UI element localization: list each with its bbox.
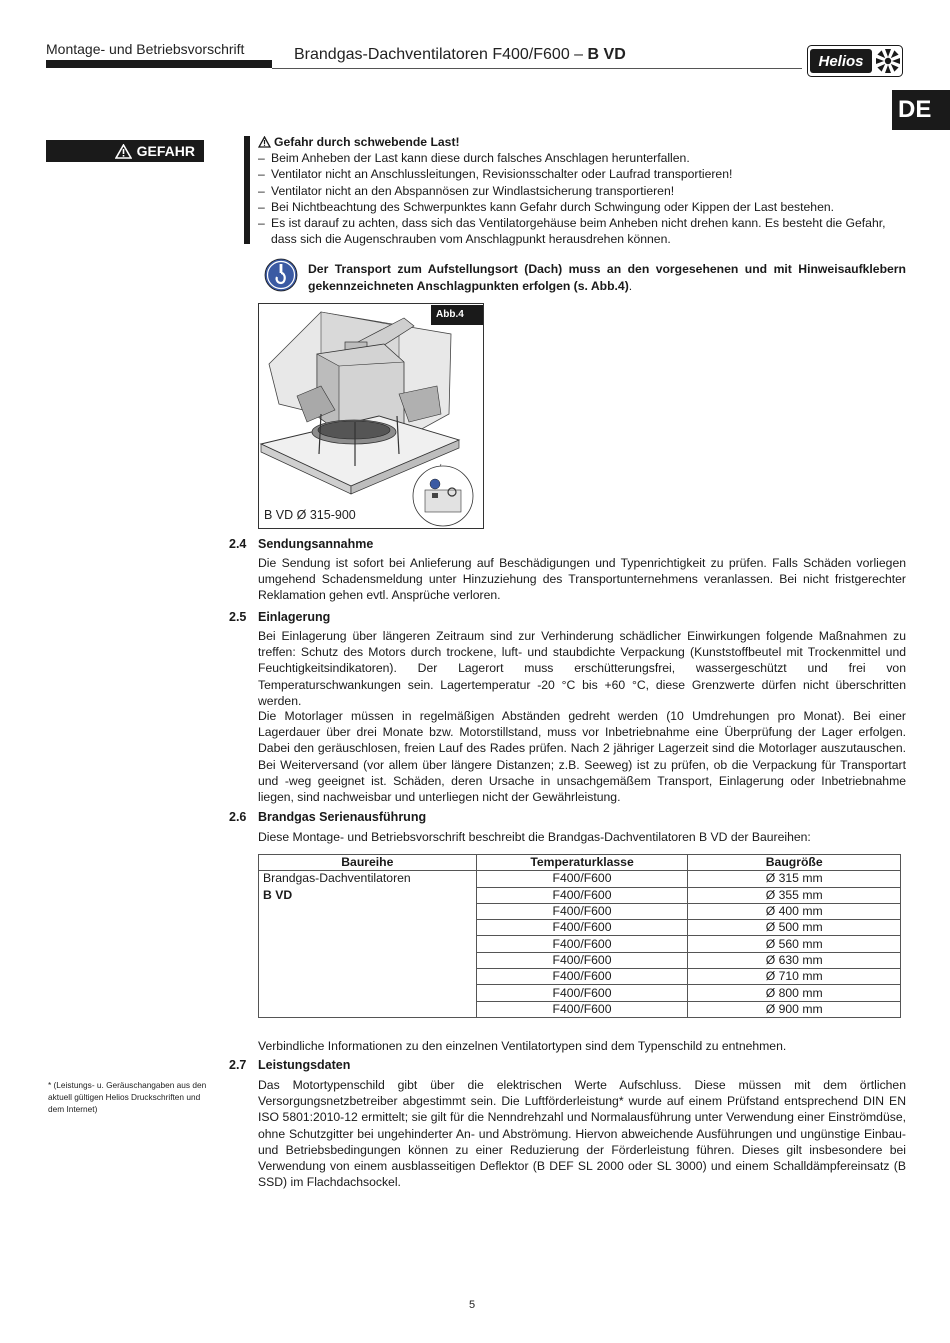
section-text: Die Sendung ist sofort bei Anlieferung auf Beschädigungen und Typenrichtigkeit zu prüfen. Falls Schäden vorliegen umgehend Schadensmeldung unter Hinzuziehung des Transportunternehmens veranlassen. Bei nicht fristgerechter Reklamation gehen evtl. Ansprüche verloren.: [258, 556, 906, 603]
series-table: [258, 854, 901, 1018]
section-title: Sendungsannahme: [258, 537, 374, 551]
lifting-hook-icon: [264, 258, 298, 292]
fan-illustration: [259, 304, 484, 529]
table-row: [259, 871, 901, 887]
table-cell: Ø 710 mm: [688, 969, 901, 985]
table-cell: F400/F600: [476, 969, 688, 985]
table-cell: Ø 400 mm: [688, 903, 901, 919]
table-cell: F400/F600: [476, 1001, 688, 1017]
transport-note-end: .: [628, 278, 633, 293]
table-cell: Ø 355 mm: [688, 887, 901, 903]
section-number: 2.7: [229, 1058, 247, 1072]
column-header: Baureihe: [259, 855, 477, 871]
page-number: 5: [469, 1299, 476, 1311]
warning-triangle-icon: [258, 136, 271, 148]
series-cell: [259, 871, 477, 1018]
table-cell: Ø 315 mm: [688, 871, 901, 887]
table-cell: F400/F600: [476, 887, 688, 903]
document-title: [294, 46, 626, 64]
column-header: Temperaturklasse: [476, 855, 688, 871]
section-number: 2.4: [229, 537, 247, 551]
table-cell: F400/F600: [476, 920, 688, 936]
transport-note: [308, 261, 906, 294]
warning-bar: [244, 136, 250, 244]
helios-logo: [807, 45, 903, 77]
language-tab: DE: [892, 90, 950, 130]
section-text: Bei Einlagerung über längeren Zeitraum sind zur Verhinderung schädlicher Einwirkungen folgende Maßnahmen zu treffen: Schutz des Motors durch trockene, luft- und staubdichte Verpackung (Kunststoffbeutel mit Trockenmittel und Feuchtigkeitsindikatoren). Der Lagerort muss erschütterungsfrei, wassergeschützt und frei von Temperaturschwankungen sein. Lagertemperatur -20 °C bis +60 °C, diese Grenzwerte dürfen nicht überschritten werden.: [258, 629, 906, 708]
series-name: Brandgas-Dachventilatoren: [263, 871, 411, 886]
section-title: Leistungsdaten: [258, 1058, 351, 1072]
danger-label-text: GEFAHR: [136, 143, 195, 159]
document-type: Montage- und Betriebsvorschrift: [46, 41, 245, 57]
header-rule: [272, 68, 802, 69]
table-cell: Ø 630 mm: [688, 952, 901, 968]
title-main: Brandgas-Dachventilatoren F400/F600 –: [294, 46, 588, 63]
table-cell: F400/F600: [476, 952, 688, 968]
danger-list: [258, 150, 908, 247]
series-model: B VD: [263, 888, 293, 903]
section-text: Das Motortypenschild gibt über die elektrischen Werte Aufschluss. Diese müssen mit dem örtlichen Versorgungsnetzbetreiber abgestimmt sein. Die Luftförderleistung* wurde auf einem Prüfstand entsprechend DIN EN ISO 5801:2010-12 ermittelt; sie gilt für die Nenndrehzahl und Normalausführung unter Verwendung einer Einströmdüse, ohne Schutzgitter bei ungehinderter An- und Abströmung. Hiervon abweichende Ausführungen und ungünstige Einbau- und Betriebsbedingungen können zu einer Reduzierung der Förderleistung führen. Dieses gilt insbesondere bei Verwendung von einem ausblasseitigen Deflektor (B DEF SL 2000 oder SL 3000) und einem Schalldämpfereinsatz (B SSD) im Flachdachsockel.: [258, 1078, 906, 1190]
danger-item: – Ventilator nicht an den Abspannösen zur Windlastsicherung transportieren!: [258, 183, 908, 199]
header-bar: [46, 60, 272, 68]
table-cell: F400/F600: [476, 903, 688, 919]
warning-triangle-icon: [115, 144, 132, 159]
table-cell: Ø 800 mm: [688, 985, 901, 1001]
transport-note-text: Der Transport zum Aufstellungsort (Dach) muss an den vorgesehenen und mit Hinweisaufklebern gekennzeichneten Anschlagpunkten erfolgen (s. Abb.4): [308, 262, 906, 293]
table-cell: F400/F600: [476, 871, 688, 887]
danger-label: [46, 140, 204, 162]
table-cell: F400/F600: [476, 936, 688, 952]
footnote: * (Leistungs- u. Geräuschangaben aus den aktuell gültigen Helios Druckschriften und dem Internet): [48, 1080, 207, 1114]
section-text: Diese Montage- und Betriebsvorschrift beschreibt die Brandgas-Dachventilatoren B VD der Baureihen:: [258, 830, 811, 844]
column-header: Baugröße: [688, 855, 901, 871]
title-model: B VD: [587, 46, 626, 63]
section-text: Verbindliche Informationen zu den einzelnen Ventilatortypen sind dem Typenschild zu entnehmen.: [258, 1039, 787, 1053]
section-number: 2.5: [229, 610, 247, 624]
section-text: Die Motorlager müssen in regelmäßigen Abständen gedreht werden (10 Umdrehungen pro Monat). Bei einer Lagerdauer über drei Monate bzw. Motorstillstand, muss vor Inbetriebnahme eine Überprüfung der Lager erfolgen. Dabei den geräuschlosen, freien Lauf des Rades prüfen. Nach 2 jähriger Lagerzeit sind die Motorlager auszutauschen. Bei Weiterversand (vor allem über längere Distanzen; z.B. Seeweg) ist zu prüfen, ob die Verpackung für Transportart und -weg geeignet ist. Schäden, deren Ursache in unsachgemäßem Transport, Einlagerung oder Inbetriebnahme liegen, sind nachweisbar und unterliegen nicht der Gewährleistung.: [258, 709, 906, 805]
figure-label: Abb.4: [431, 305, 483, 325]
figure-caption: B VD Ø 315-900: [264, 508, 356, 522]
danger-item: – Es ist darauf zu achten, dass sich das Ventilatorgehäuse beim Anheben nicht drehen kann. Es besteht die Gefahr, dass sich die Augenschrauben vom Anschlagpunkt herausdrehen können.: [258, 215, 908, 247]
danger-heading: [258, 134, 908, 150]
table-header-row: [259, 855, 901, 871]
danger-item: – Beim Anheben der Last kann diese durch falsches Anschlagen herunterfallen.: [258, 150, 908, 166]
section-number: 2.6: [229, 810, 247, 824]
section-title: Einlagerung: [258, 610, 331, 624]
table-cell: Ø 500 mm: [688, 920, 901, 936]
danger-item: – Bei Nichtbeachtung des Schwerpunktes kann Gefahr durch Schwingung oder Kippen der Last bestehen.: [258, 199, 908, 215]
danger-item: – Ventilator nicht an Anschlussleitungen, Revisionsschalter oder Laufrad transportieren!: [258, 166, 908, 182]
danger-heading-text: Gefahr durch schwebende Last!: [274, 135, 460, 149]
section-title: Brandgas Serienausführung: [258, 810, 427, 824]
table-cell: F400/F600: [476, 985, 688, 1001]
table-cell: Ø 560 mm: [688, 936, 901, 952]
danger-block: [258, 134, 908, 247]
table-cell: Ø 900 mm: [688, 1001, 901, 1017]
svg-text:Helios: Helios: [818, 53, 864, 70]
figure-abb4: [258, 303, 484, 529]
